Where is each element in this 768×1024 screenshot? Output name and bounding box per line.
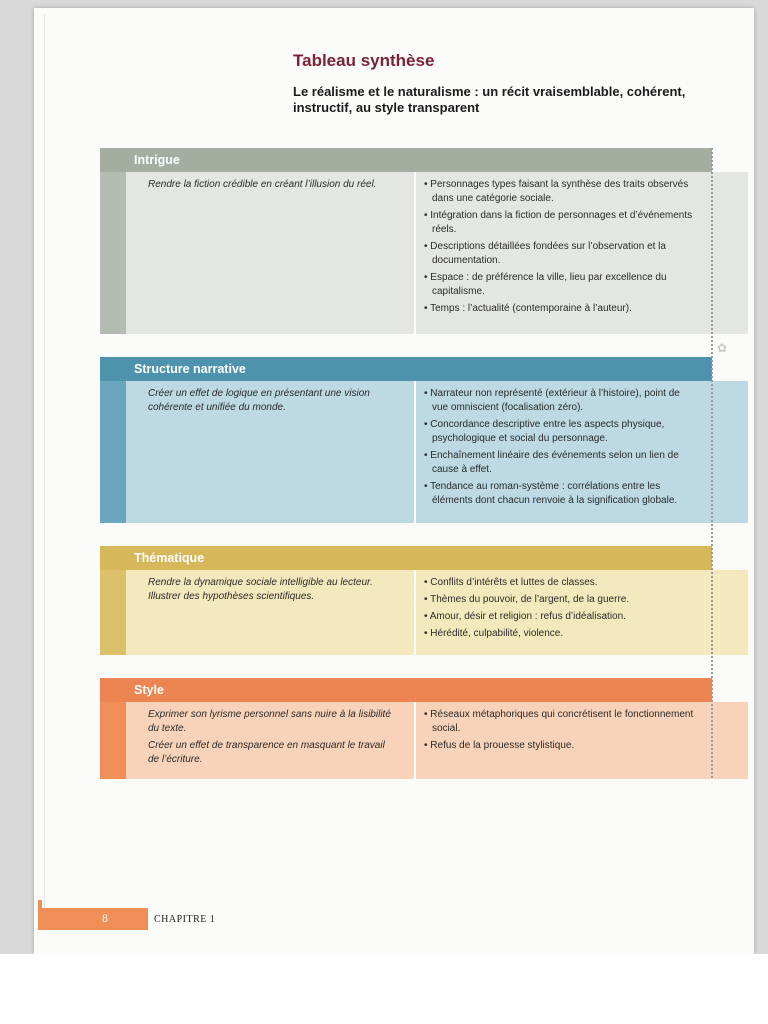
section-goal	[148, 178, 396, 198]
scan-background	[0, 954, 768, 1024]
section-header	[100, 546, 712, 570]
section-goal	[148, 708, 396, 773]
section-strip	[100, 381, 126, 523]
section-style	[100, 678, 748, 779]
goal-line: Illustrer des hypothèses scientifiques.	[148, 591, 315, 602]
section-bullets	[424, 708, 696, 756]
section-body	[100, 702, 748, 779]
bullet-item: • Tendance au roman-système : corrélations entre les éléments dont chacun renvoie à la signification globale.	[424, 480, 696, 508]
section-bullets	[424, 178, 696, 319]
page-number: 8	[102, 913, 108, 925]
goal-line: Rendre la dynamique sociale intelligible au lecteur.	[148, 577, 373, 588]
goal-line: Créer un effet de transparence en masquant le travail de l’écriture.	[148, 740, 385, 765]
section-strip	[100, 570, 126, 655]
section-bullets	[424, 576, 696, 644]
section-header	[100, 678, 712, 702]
goal-line: Créer un effet de logique en présentant une vision cohérente et unifiée du monde.	[148, 388, 370, 413]
section-bullets	[424, 387, 696, 511]
section-title: Structure narrative	[134, 362, 246, 376]
section-intrigue	[100, 148, 748, 334]
bullet-item: • Descriptions détaillées fondées sur l’observation et la documentation.	[424, 240, 696, 268]
section-title: Style	[134, 683, 164, 697]
section-goal	[148, 387, 396, 421]
chapter-label: CHAPITRE 1	[154, 914, 216, 925]
bullet-item: • Temps : l’actualité (contemporaine à l’auteur).	[424, 302, 696, 316]
goal-line: Rendre la fiction crédible en créant l’illusion du réel.	[148, 179, 377, 190]
section-goal	[148, 576, 396, 610]
bullet-item: • Concordance descriptive entre les aspects physique, psychologique et social du personnage.	[424, 418, 696, 446]
section-body	[100, 172, 748, 334]
bullet-item: • Réseaux métaphoriques qui concrétisent le fonctionnement social.	[424, 708, 696, 736]
section-body	[100, 381, 748, 523]
section-thematique	[100, 546, 748, 655]
bullet-item: • Enchaînement linéaire des événements selon un lien de cause à effet.	[424, 449, 696, 477]
bullet-item: • Espace : de préférence la ville, lieu par excellence du capitalisme.	[424, 271, 696, 299]
bullet-item: • Refus de la prouesse stylistique.	[424, 739, 696, 753]
section-title: Thématique	[134, 551, 205, 565]
page-subtitle: Le réalisme et le naturalisme : un récit vraisemblable, cohérent, instructif, au style transparent	[293, 84, 686, 115]
page-title: Tableau synthèse	[293, 51, 435, 70]
section-strip	[100, 702, 126, 779]
bullet-item: • Narrateur non représenté (extérieur à l’histoire), point de vue omniscient (focalisation zéro).	[424, 387, 696, 415]
section-body	[100, 570, 748, 655]
bullet-item: • Intégration dans la fiction de personnages et d’événements réels.	[424, 209, 696, 237]
goal-line: Exprimer son lyrisme personnel sans nuire à la lisibilité du texte.	[148, 709, 391, 734]
gear-icon: ✿	[717, 341, 728, 355]
section-strip	[100, 172, 126, 334]
bullet-item: • Hérédité, culpabilité, violence.	[424, 627, 696, 641]
section-title: Intrigue	[134, 153, 180, 167]
bullet-item: • Amour, désir et religion : refus d’idéalisation.	[424, 610, 696, 624]
bullet-item: • Personnages types faisant la synthèse des traits observés dans une catégorie sociale.	[424, 178, 696, 206]
section-header	[100, 148, 712, 172]
page-edge-line	[44, 14, 45, 914]
section-structure-narrative	[100, 357, 748, 523]
bullet-item: • Conflits d’intérêts et luttes de classes.	[424, 576, 696, 590]
dotted-margin-line	[711, 148, 713, 778]
section-header	[100, 357, 712, 381]
page-number-tab	[42, 908, 148, 930]
bullet-item: • Thèmes du pouvoir, de l’argent, de la guerre.	[424, 593, 696, 607]
